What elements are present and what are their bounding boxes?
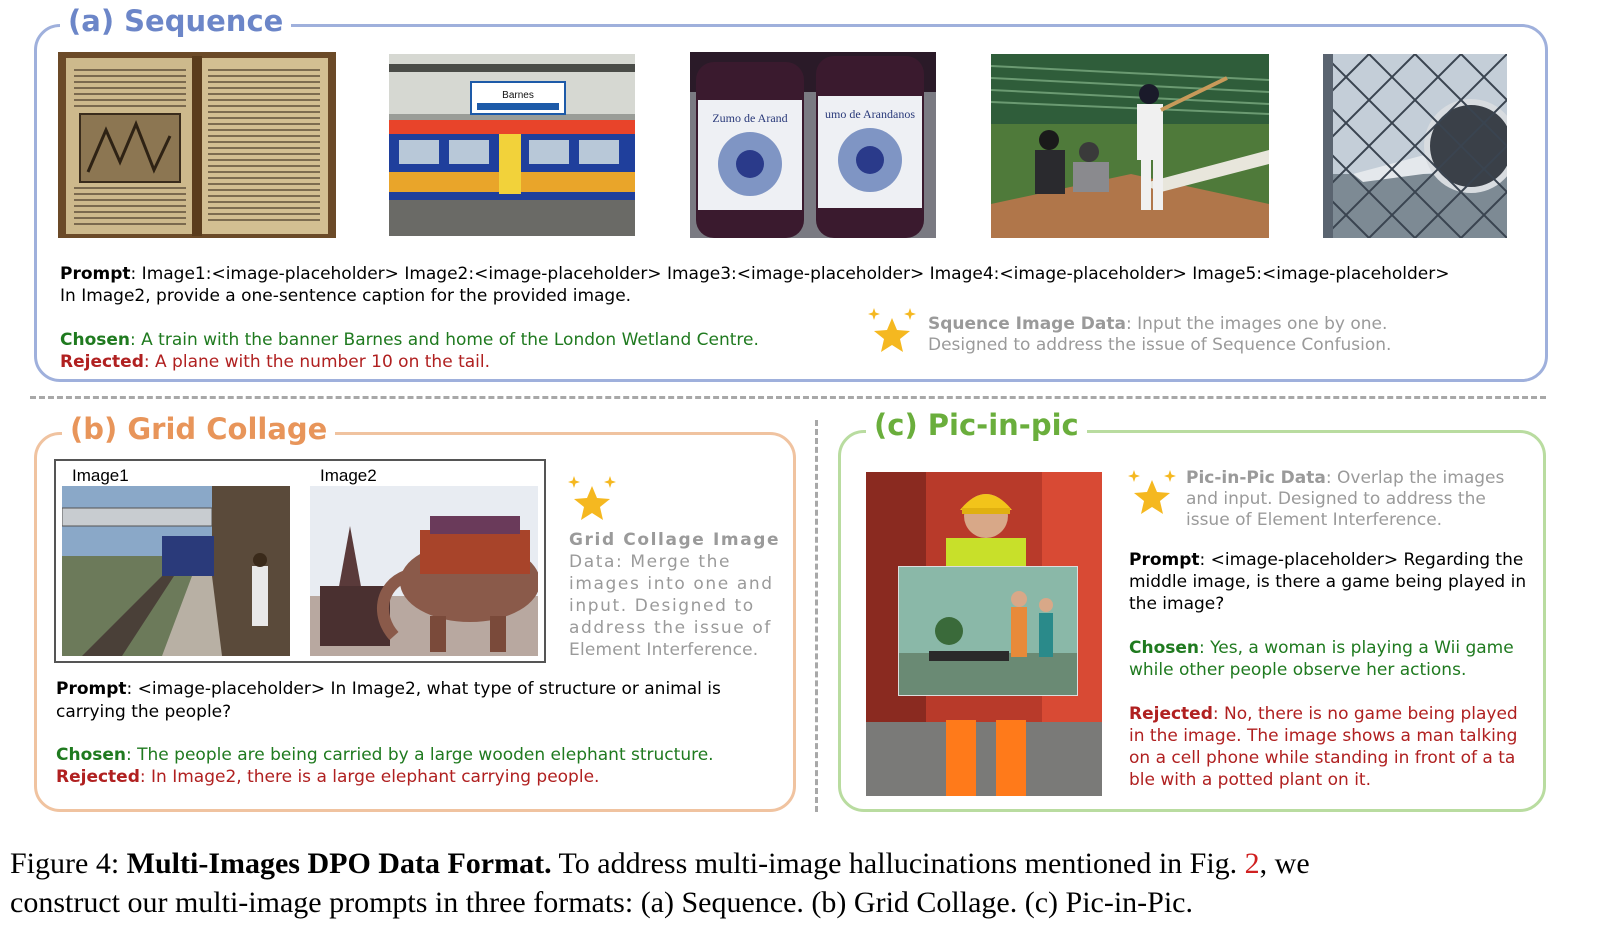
sequence-prompt-line1 xyxy=(60,263,1449,285)
pip-rejected-line4: ble with a potted plant on it. xyxy=(1129,770,1371,790)
pip-prompt-line1: Prompt: <image-placeholder> Regarding the xyxy=(1129,550,1524,570)
grid-chosen-text: : The people are being carried by a large wooden elephant structure. xyxy=(126,745,714,765)
grid-image1-label: Image1 xyxy=(72,466,129,485)
pip-rejected-line3: on a cell phone while standing in front of a ta xyxy=(1129,748,1516,768)
sequence-title: (a) Sequence xyxy=(60,4,291,38)
svg-text:umo de Arandanos: umo de Arandanos xyxy=(825,107,915,121)
sequence-rejected xyxy=(60,351,490,373)
old-book-photo xyxy=(58,52,336,238)
sequence-note-label: Squence Image Data xyxy=(928,314,1126,334)
pip-sparkle-star-icon xyxy=(1126,468,1178,520)
train-sign-text: Barnes xyxy=(502,90,534,101)
grid-image2-label: Image2 xyxy=(320,466,377,485)
pip-chosen-line2: while other people observe her actions. xyxy=(1129,660,1467,680)
figure-caption-line1 xyxy=(10,845,1310,883)
grid-note-line4: input. Designed to xyxy=(569,596,755,616)
svg-text:Zumo de Arand: Zumo de Arand xyxy=(712,111,788,125)
sequence-chosen xyxy=(60,329,759,351)
grid-note-line1 xyxy=(569,529,783,551)
grid-station-photo xyxy=(62,486,290,656)
pip-prompt-line3: the image? xyxy=(1129,594,1225,614)
sequence-rejected-label: Rejected xyxy=(60,352,144,372)
sequence-note-line1 xyxy=(928,313,1387,335)
horizontal-divider xyxy=(30,396,1546,399)
caption-prefix: Figure 4: xyxy=(10,847,127,880)
pip-note-line3: issue of Element Interference. xyxy=(1186,510,1443,530)
airplane-fence-photo xyxy=(1323,54,1507,238)
grid-note-label: Grid Collage Image xyxy=(569,530,781,550)
grid-note-line3: images into one and xyxy=(569,574,774,594)
grid-rejected-text: : In Image2, there is a large elephant carrying people. xyxy=(139,767,600,787)
sequence-prompt-label: Prompt xyxy=(60,264,131,284)
sequence-prompt-text: : Image1:<image-placeholder> Image2:<image-placeholder> Image3:<image-placeholder> Image4:<image-placeholder> Image5:<image-placeholder> xyxy=(130,264,1450,284)
pip-rejected-line1: Rejected: No, there is no game being played xyxy=(1129,704,1518,724)
pip-note-line1: Pic-in-Pic Data: Overlap the images xyxy=(1186,468,1505,488)
sequence-prompt-line2: In Image2, provide a one-sentence caption for the provided image. xyxy=(60,286,632,306)
grid-rejected-label: Rejected xyxy=(56,767,140,787)
grid-note-line2: Data: Merge the xyxy=(569,552,732,572)
sequence-rejected-text: : A plane with the number 10 on the tail. xyxy=(143,352,490,372)
sequence-chosen-text: : A train with the banner Barnes and home of the London Wetland Centre. xyxy=(130,330,759,350)
inset-wii-photo xyxy=(898,566,1078,696)
pip-chosen-label: Chosen xyxy=(1129,638,1200,658)
train-photo xyxy=(389,54,635,236)
pip-note-line2: and input. Designed to address the xyxy=(1186,489,1486,509)
caption-text1: To address multi-image hallucinations mentioned in Fig. xyxy=(551,847,1245,880)
baseball-photo xyxy=(991,54,1269,238)
sequence-note-line2: Designed to address the issue of Sequence Confusion. xyxy=(928,335,1392,355)
pip-prompt-label: Prompt xyxy=(1129,550,1200,570)
sequence-note-text1: : Input the images one by one. xyxy=(1125,314,1388,334)
grid-note-line6: Element Interference. xyxy=(569,640,759,660)
grid-rejected xyxy=(56,766,599,788)
grid-note-line5: address the issue of xyxy=(569,618,772,638)
grid-chosen xyxy=(56,744,714,766)
grid-chosen-label: Chosen xyxy=(56,745,127,765)
pip-chosen-line1: Chosen: Yes, a woman is playing a Wii game xyxy=(1129,638,1514,658)
grid-elephant-photo xyxy=(310,486,538,656)
sequence-chosen-label: Chosen xyxy=(60,330,131,350)
pip-prompt-line2: middle image, is there a game being played in xyxy=(1129,572,1527,592)
grid-prompt-line1 xyxy=(56,678,721,700)
caption-figure-ref-link[interactable]: 2 xyxy=(1244,847,1260,880)
grid-collage-title: (b) Grid Collage xyxy=(62,412,335,446)
pip-note-label: Pic-in-Pic Data xyxy=(1186,468,1326,488)
sparkle-star-icon xyxy=(866,306,918,358)
grid-prompt-label: Prompt xyxy=(56,679,127,699)
grid-note xyxy=(569,529,783,661)
pic-in-pic-title: (c) Pic-in-pic xyxy=(866,408,1087,442)
grid-sparkle-star-icon xyxy=(566,474,618,526)
caption-bold: Multi-Images DPO Data Format. xyxy=(126,847,552,880)
figure-caption-line2: construct our multi-image prompts in three formats: (a) Sequence. (b) Grid Collage. (c) Pic-in-Pic. xyxy=(10,886,1193,919)
grid-prompt-text: : <image-placeholder> In Image2, what type of structure or animal is xyxy=(126,679,721,699)
grid-prompt-line2: carrying the people? xyxy=(56,702,232,722)
pip-rejected-label: Rejected xyxy=(1129,704,1213,724)
wine-bottles-photo xyxy=(690,52,936,238)
pip-rejected-line2: in the image. The image shows a man talking xyxy=(1129,726,1518,746)
caption-text2: , we xyxy=(1259,847,1310,880)
vertical-divider xyxy=(815,420,818,812)
